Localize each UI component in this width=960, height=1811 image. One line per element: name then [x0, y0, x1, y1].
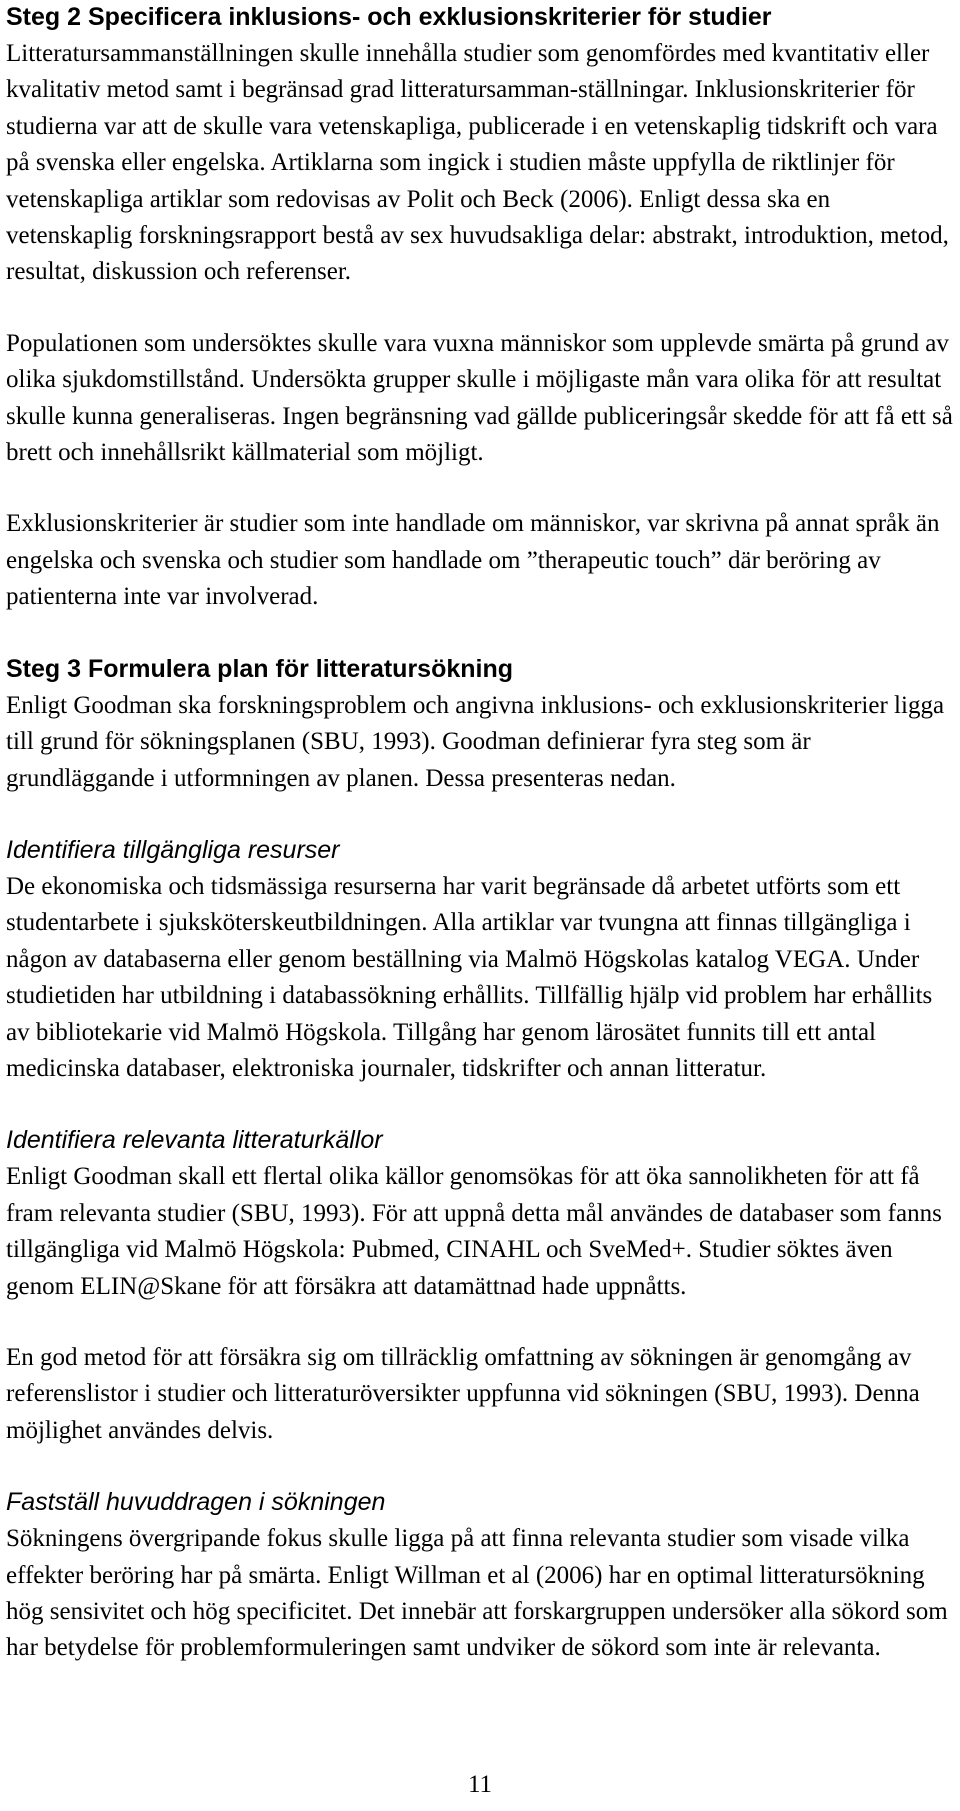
resources-paragraph-1: De ekonomiska och tidsmässiga resurserna har varit begränsade då arbetet utförts som ett studentarbete i sjuksköterskeutbildningen. Alla artiklar var tvungna att finnas tillgängliga i någon av databaserna eller genom beställning via Malmö Högskolas katalog VEGA. Under studietiden har utbildning i databassökning erhållits. Tillfällig hjälp vid problem har erhållits av bibliotekarie vid Malmö Högskola. Tillgång har genom lärosätet funnits till ett antal medicinska databaser, elektroniska journaler, tidskrifter och annan litteratur.: [6, 872, 933, 1082]
document-body: [6, 0, 956, 1667]
main-features-paragraph-1: Sökningens övergripande fokus skulle ligga på att finna relevanta studier som visade vilka effekter beröring har på smärta. Enligt Willman et al (2006) har en optimal litteratursökning hög sensivitet och hög specificitet. Det innebär att forskargruppen undersöker alla sökord som har betydelse för problemformuleringen samt undviker de sökord som inte är relevanta.: [6, 1525, 948, 1662]
sources-paragraph-1: Enligt Goodman skall ett flertal olika källor genomsökas för att öka sannolikheten för att få fram relevanta studier (SBU, 1993). För att uppnå detta mål användes de databaser som fanns tillgängliga vid Malmö Högskola: Pubmed, CINAHL och SveMed+. Studier söktes även genom ELIN@Skane för att försäkra att datamättnad hade uppnåtts.: [6, 1163, 942, 1300]
step2-paragraph-2: Populationen som undersöktes skulle vara vuxna människor som upplevde smärta på grund av olika sjukdomstillstånd. Undersökta grupper skulle i möjligaste mån vara olika för att resultat skulle kunna generaliseras. Ingen begränsning vad gällde publiceringsår skedde för att få ett så brett och innehållsrikt källmaterial som möjligt.: [6, 329, 953, 467]
step2-heading: Steg 2 Specificera inklusions- och exklusionskriterier för studier: [6, 3, 772, 31]
resources-heading: Identifiera tillgängliga resurser: [6, 835, 340, 864]
step2-paragraph-3: Exklusionskriterier är studier som inte handlade om människor, var skrivna på annat språk än engelska och svenska och studier som handlade om ”therapeutic touch” där beröring av patienterna inte var involverad.: [6, 510, 940, 611]
sources-heading: Identifiera relevanta litteraturkällor: [6, 1126, 383, 1155]
step3-heading: Steg 3 Formulera plan för litteratursökning: [6, 654, 514, 683]
step2-paragraph-1: Litteratursammanställningen skulle innehålla studier som genomfördes med kvantitativ eller kvalitativ metod samt i begränsad grad litteratursamman-ställningar. Inklusionskriterier för studierna var att de skulle vara vetenskapliga, publicerade i en vetenskaplig tidskrift och vara på svenska eller engelska. Artiklarna som ingick i studien måste uppfylla de riktlinjer för vetenskapliga artiklar som redovisas av Polit och Beck (2006). Enligt dessa ska en vetenskaplig forskningsrapport bestå av sex huvudsakliga delar: abstrakt, introduktion, metod, resultat, diskussion och referenser.: [6, 40, 949, 286]
main-features-heading: Fastställ huvuddragen i sökningen: [6, 1488, 386, 1517]
sources-paragraph-2: En god metod för att försäkra sig om tillräcklig omfattning av sökningen är genomgång av referenslistor i studier och litteraturöversikter uppfunna vid sökningen (SBU, 1993). Denna möjlighet användes delvis.: [6, 1343, 920, 1444]
page-number: 11: [467, 1771, 493, 1798]
step3-paragraph-1: Enligt Goodman ska forskningsproblem och angivna inklusions- och exklusionskriterier ligga till grund för sökningsplanen (SBU, 1993). Goodman definierar fyra steg som är grundläggande i utformningen av planen. Dessa presenteras nedan.: [6, 691, 945, 792]
